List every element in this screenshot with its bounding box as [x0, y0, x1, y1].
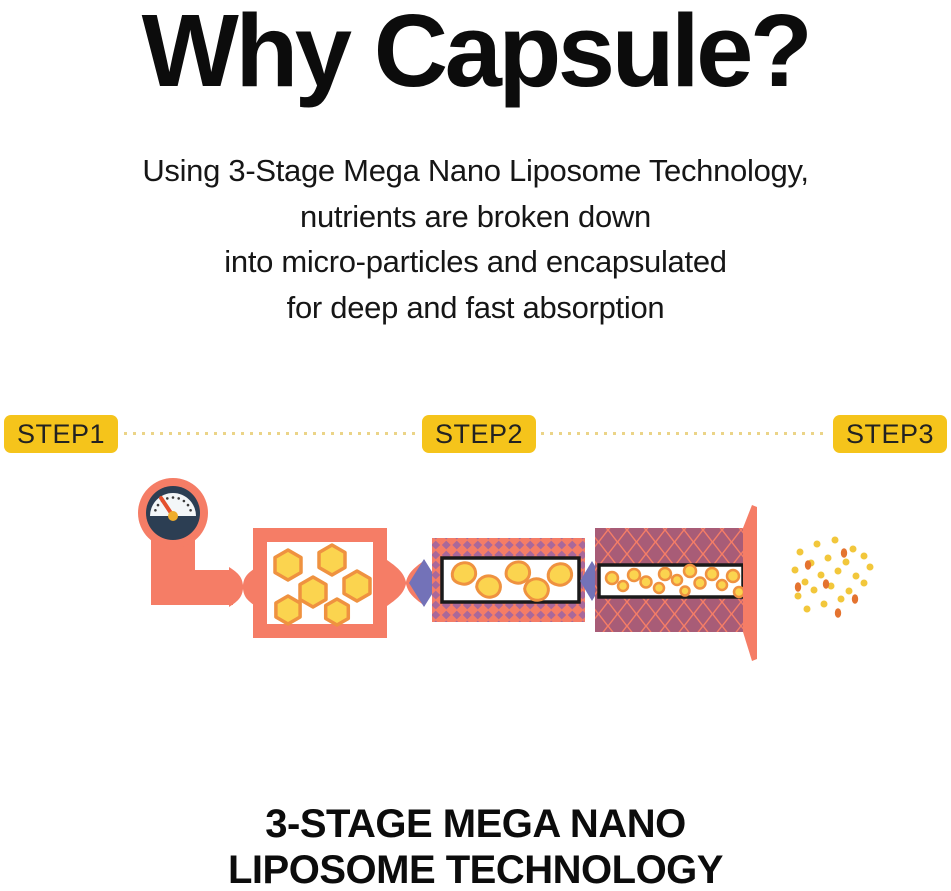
step2-badge: STEP2 — [422, 415, 536, 453]
micro-particle-spray-icon — [792, 537, 874, 618]
description-line-4: for deep and fast absorption — [286, 289, 665, 325]
pressure-gauge-icon — [138, 478, 257, 607]
description-paragraph — [0, 148, 951, 330]
nano-tube-stage3-icon — [595, 528, 755, 632]
step1-badge: STEP1 — [4, 415, 118, 453]
page-title: Why Capsule? — [141, 0, 810, 108]
spray-nozzle-icon — [743, 505, 757, 661]
dotted-connector-line — [541, 432, 829, 435]
nano-tube-stage2-icon — [432, 538, 585, 622]
footer-line-1: 3-STAGE MEGA NANO — [265, 802, 686, 846]
footer-line-2: LIPOSOME TECHNOLOGY — [228, 848, 723, 891]
step3-badge: STEP3 — [833, 415, 947, 453]
compression-chamber-icon — [253, 528, 387, 638]
process-illustration — [0, 470, 951, 700]
description-line-3: into micro-particles and encapsulated — [224, 244, 727, 279]
gauge-hub — [168, 511, 178, 521]
dotted-connector-line — [124, 432, 418, 435]
description-line-1: Using 3-Stage Mega Nano Liposome Technology, — [142, 153, 809, 188]
footer-heading — [0, 801, 951, 891]
description-line-2: nutrients are broken down — [300, 198, 651, 234]
